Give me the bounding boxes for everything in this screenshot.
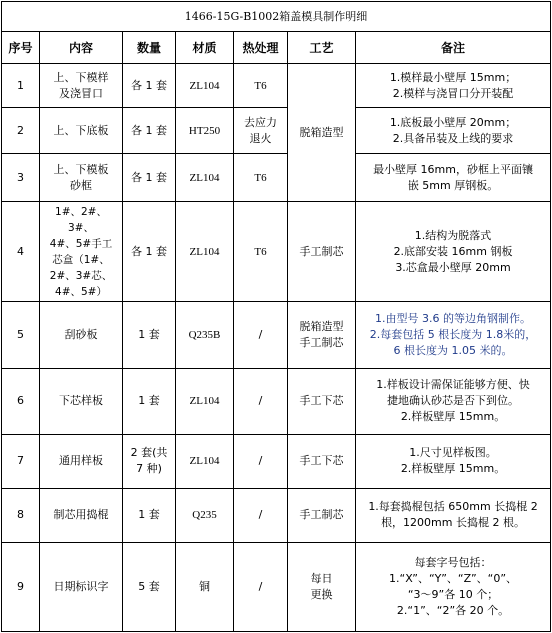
row-heat: / (234, 542, 288, 631)
row-heat: T6 (234, 64, 288, 108)
row-qty: 2 套(共 7 种) (123, 434, 176, 488)
row-process: 每日 更换 (288, 542, 356, 631)
row-no: 1 (2, 64, 40, 108)
row-note: 每套字号包括： 1.“X”、“Y”、“Z”、“0”、 “3～9”各 10 个； 2.“1”、“2”各 20 个。 (356, 542, 551, 631)
row-process: 手工制芯 (288, 488, 356, 542)
row-material: Q235B (176, 302, 234, 368)
header-heat-treatment: 热处理 (234, 32, 288, 64)
row-content: 上、下底板 (40, 108, 123, 154)
table-row (2, 488, 551, 542)
row-process-merged: 脱箱造型 (288, 64, 356, 202)
row-heat: T6 (234, 202, 288, 302)
header-process: 工艺 (288, 32, 356, 64)
table-row (2, 302, 551, 368)
title-row (2, 2, 551, 32)
row-heat: T6 (234, 154, 288, 202)
row-qty: 1 套 (123, 368, 176, 434)
row-no: 3 (2, 154, 40, 202)
row-no: 4 (2, 202, 40, 302)
row-note: 1.样板设计需保证能够方便、快 捷地确认砂芯是否下到位。 2.样板壁厚 15mm。 (356, 368, 551, 434)
row-content: 制芯用捣棍 (40, 488, 123, 542)
header-row (2, 32, 551, 64)
table-row (2, 108, 551, 154)
row-content: 上、下模样 及浇冒口 (40, 64, 123, 108)
row-material: ZL104 (176, 202, 234, 302)
table-row (2, 542, 551, 631)
row-process: 脱箱造型 手工制芯 (288, 302, 356, 368)
row-no: 7 (2, 434, 40, 488)
table-row (2, 64, 551, 108)
row-material: ZL104 (176, 434, 234, 488)
row-qty: 1 套 (123, 488, 176, 542)
table-row (2, 434, 551, 488)
header-material: 材质 (176, 32, 234, 64)
row-note: 1.底板最小壁厚 20mm； 2.具备吊装及上线的要求 (356, 108, 551, 154)
row-process: 手工下芯 (288, 434, 356, 488)
table-row (2, 202, 551, 302)
row-content: 刮砂板 (40, 302, 123, 368)
table-row (2, 368, 551, 434)
row-content: 1#、2#、3#、 4#、5#手工 芯盒（1#、 2#、3#芯、 4#、5#） (40, 202, 123, 302)
row-content: 上、下模板 砂框 (40, 154, 123, 202)
row-note: 1.结构为脱落式 2.底部安装 16mm 钢板 3.芯盒最小壁厚 20mm (356, 202, 551, 302)
row-note: 1.由型号 3.6 的等边角钢制作。 2.每套包括 5 根长度为 1.8米的， 6 根长度为 1.05 米的。 (356, 302, 551, 368)
row-process: 手工制芯 (288, 202, 356, 302)
header-content: 内容 (40, 32, 123, 64)
row-heat: 去应力 退火 (234, 108, 288, 154)
row-heat: / (234, 302, 288, 368)
row-no: 5 (2, 302, 40, 368)
row-heat: / (234, 368, 288, 434)
production-detail-table (1, 1, 551, 632)
table-row (2, 154, 551, 202)
header-no: 序号 (2, 32, 40, 64)
row-note: 1.尺寸见样板图。 2.样板壁厚 15mm。 (356, 434, 551, 488)
row-no: 9 (2, 542, 40, 631)
row-content: 通用样板 (40, 434, 123, 488)
header-qty: 数量 (123, 32, 176, 64)
row-qty: 各 1 套 (123, 202, 176, 302)
row-qty: 各 1 套 (123, 64, 176, 108)
table-title: 1466-15G-B1002箱盖模具制作明细 (2, 2, 551, 32)
row-note: 最小壁厚 16mm，砂框上平面镶 嵌 5mm 厚钢板。 (356, 154, 551, 202)
row-qty: 各 1 套 (123, 108, 176, 154)
row-heat: / (234, 434, 288, 488)
header-remarks: 备注 (356, 32, 551, 64)
row-qty: 1 套 (123, 302, 176, 368)
row-qty: 5 套 (123, 542, 176, 631)
row-material: ZL104 (176, 64, 234, 108)
row-material: HT250 (176, 108, 234, 154)
row-note: 1.每套捣棍包括 650mm 长捣棍 2 根，1200mm 长捣棍 2 根。 (356, 488, 551, 542)
row-no: 2 (2, 108, 40, 154)
row-heat: / (234, 488, 288, 542)
row-material: 铜 (176, 542, 234, 631)
row-material: ZL104 (176, 154, 234, 202)
row-material: ZL104 (176, 368, 234, 434)
row-no: 6 (2, 368, 40, 434)
row-content: 下芯样板 (40, 368, 123, 434)
row-process: 手工下芯 (288, 368, 356, 434)
row-no: 8 (2, 488, 40, 542)
row-note: 1.模样最小壁厚 15mm； 2.模样与浇冒口分开装配 (356, 64, 551, 108)
row-content: 日期标识字 (40, 542, 123, 631)
row-qty: 各 1 套 (123, 154, 176, 202)
row-material: Q235 (176, 488, 234, 542)
